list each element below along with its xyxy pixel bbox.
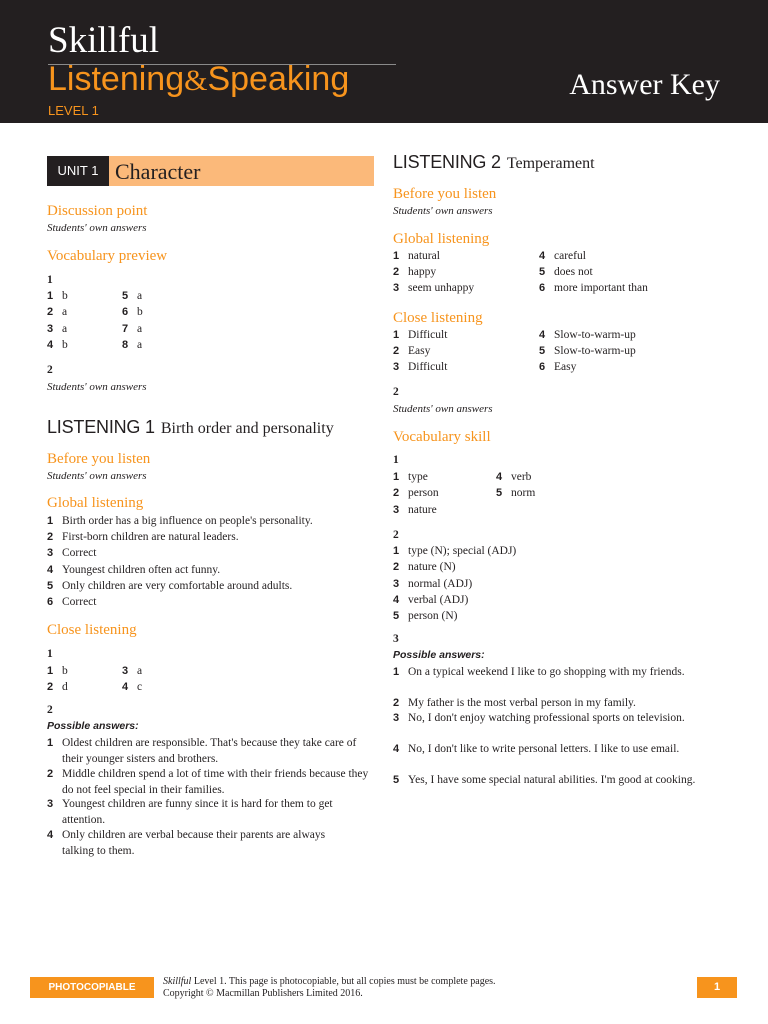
vocab-skill-heading: Vocabulary skill — [393, 429, 491, 445]
vocab-preview-heading: Vocabulary preview — [47, 248, 168, 264]
answer-text: person — [408, 487, 439, 499]
answer-text: a — [137, 323, 143, 335]
answer-text: Correct — [62, 547, 97, 559]
answer-number: 4 — [539, 250, 546, 262]
answer-text: Oldest children are responsible. That's because they take care of their younger sisters and brothers. — [62, 737, 357, 765]
brand-level: LEVEL 1 — [48, 103, 99, 118]
answer-text: Only children are verbal because their parents are always talking to them. — [62, 829, 326, 857]
answer-item — [47, 736, 372, 767]
answer-number: 2 — [47, 681, 54, 693]
l2-close-ex2-label: 2 — [393, 386, 399, 398]
answer-number: 2 — [47, 531, 54, 543]
answer-number: 2 — [47, 768, 54, 780]
listening2-title: Temperament — [506, 155, 595, 172]
answer-text: Youngest children often act funny. — [62, 564, 221, 576]
l2-before-note: Students' own answers — [393, 205, 493, 217]
l1-possible-answers: Possible answers: — [47, 720, 139, 732]
l1-close-ex1-label: 1 — [47, 648, 53, 660]
answer-number: 4 — [496, 471, 503, 483]
answer-text: No, I don't like to write personal letters. I like to use email. — [408, 743, 680, 755]
answer-number: 3 — [393, 504, 400, 516]
answer-number: 1 — [393, 250, 400, 262]
answer-text: person (N) — [408, 610, 458, 622]
answer-text: verb — [511, 471, 532, 483]
answer-number: 3 — [47, 323, 54, 335]
listening2-keyword: LISTENING 2 — [393, 152, 501, 172]
answer-text: Difficult — [408, 329, 448, 341]
discussion-note: Students' own answers — [47, 222, 147, 234]
answer-number: 6 — [122, 306, 129, 318]
footer-line-1-text: Level 1. This page is photocopiable, but all copies must be complete pages. — [191, 976, 496, 987]
brand-ampersand: & — [184, 64, 208, 97]
answer-item — [47, 767, 372, 798]
unit-tag: UNIT 1 — [47, 156, 109, 186]
answer-number: 8 — [122, 339, 129, 351]
answer-number: 4 — [47, 829, 54, 841]
answer-text: norm — [511, 487, 536, 499]
answer-number: 4 — [539, 329, 546, 341]
answer-number: 1 — [393, 666, 400, 678]
answer-number: 5 — [539, 266, 546, 278]
vocab-skill-ex1-label: 1 — [393, 454, 399, 466]
answer-number: 1 — [47, 665, 54, 677]
answer-number: 3 — [122, 665, 129, 677]
brand-listening-speaking — [48, 62, 349, 96]
brand-listening: Listening — [48, 60, 185, 98]
answer-number: 3 — [47, 547, 54, 559]
answer-text: nature (N) — [408, 561, 456, 573]
answer-number: 1 — [393, 471, 400, 483]
l2-close-ex2-note: Students' own answers — [393, 403, 493, 415]
answer-text: b — [137, 306, 143, 318]
answer-number: 6 — [539, 361, 546, 373]
answer-item — [393, 696, 713, 712]
answer-text: a — [62, 323, 68, 335]
answer-number: 5 — [539, 345, 546, 357]
answer-number: 4 — [47, 564, 54, 576]
footer-book-title: Skillful — [163, 976, 192, 987]
answer-item — [393, 773, 713, 789]
answer-text: type — [408, 471, 428, 483]
answer-text: nature — [408, 504, 437, 516]
discussion-heading: Discussion point — [47, 203, 148, 219]
footer-copyright: Copyright © Macmillan Publishers Limited 2016. — [163, 988, 363, 999]
answer-number: 2 — [47, 306, 54, 318]
answer-text: normal (ADJ) — [408, 578, 473, 590]
answer-text: a — [137, 339, 143, 351]
answer-number: 3 — [393, 361, 400, 373]
l2-close-heading: Close listening — [393, 310, 483, 326]
answer-text: First-born children are natural leaders. — [62, 531, 239, 543]
answer-item — [393, 665, 713, 681]
answer-text: b — [62, 665, 68, 677]
photocopiable-badge: PHOTOCOPIABLE — [30, 977, 154, 998]
vocab-preview-ex1-label: 1 — [47, 274, 53, 286]
answer-text: a — [62, 306, 68, 318]
answer-number: 4 — [393, 743, 400, 755]
answer-number: 3 — [393, 712, 400, 724]
answer-number: 4 — [393, 594, 400, 606]
answer-text: Youngest children are funny since it is hard for them to get attention. — [62, 798, 333, 826]
answer-text: Slow-to-warm-up — [554, 329, 636, 341]
answer-text: does not — [554, 266, 593, 278]
answer-number: 2 — [393, 345, 400, 357]
answer-item — [393, 742, 713, 758]
l1-global-heading: Global listening — [47, 495, 144, 511]
answer-number: 2 — [393, 487, 400, 499]
vocab-skill-ex2-label: 2 — [393, 529, 399, 541]
l1-close-heading: Close listening — [47, 622, 137, 638]
answer-number: 2 — [393, 561, 400, 573]
footer-line-1 — [163, 976, 496, 988]
answer-text: natural — [408, 250, 440, 262]
l1-before-note: Students' own answers — [47, 470, 147, 482]
unit-bar — [47, 156, 374, 186]
answer-number: 1 — [393, 545, 400, 557]
answer-number: 5 — [393, 610, 400, 622]
answer-number: 4 — [47, 339, 54, 351]
answer-text: Easy — [408, 345, 431, 357]
l2-global-heading: Global listening — [393, 231, 490, 247]
answer-text: b — [62, 290, 68, 302]
answer-text: Difficult — [408, 361, 448, 373]
answer-number: 6 — [539, 282, 546, 294]
answer-number: 5 — [122, 290, 129, 302]
answer-text: Middle children spend a lot of time with their friends because they do not feel special in their families. — [62, 768, 369, 796]
answer-number: 2 — [393, 266, 400, 278]
answer-number: 2 — [393, 697, 400, 709]
page-number: 1 — [697, 977, 737, 998]
footer-notice — [163, 976, 496, 1000]
answer-text: a — [137, 290, 143, 302]
vocab-preview-ex2-label: 2 — [47, 364, 53, 376]
listening1-title: Birth order and personality — [160, 420, 334, 437]
answer-number: 5 — [47, 580, 54, 592]
answer-number: 3 — [47, 798, 54, 810]
answer-text: Birth order has a big influence on people's personality. — [62, 515, 313, 527]
answer-number: 1 — [393, 329, 400, 341]
answer-number: 1 — [47, 737, 54, 749]
answer-number: 3 — [393, 282, 400, 294]
answer-text: more important than — [554, 282, 648, 294]
listening1-heading — [47, 417, 334, 438]
answer-text: No, I don't enjoy watching professional sports on television. — [408, 712, 685, 724]
answer-text: verbal (ADJ) — [408, 594, 469, 606]
answer-item — [393, 711, 703, 727]
answer-text: type (N); special (ADJ) — [408, 545, 517, 557]
header-bar — [0, 0, 768, 123]
answer-text: a — [137, 665, 143, 677]
vocab-preview-ex2-note: Students' own answers — [47, 381, 147, 393]
answer-text: Correct — [62, 596, 97, 608]
answer-number: 4 — [122, 681, 129, 693]
answer-text: d — [62, 681, 68, 693]
l1-close-ex2-label: 2 — [47, 704, 53, 716]
answer-number: 3 — [393, 578, 400, 590]
answer-number: 1 — [47, 290, 54, 302]
vocab-skill-possible-answers: Possible answers: — [393, 649, 485, 661]
doc-title: Answer Key — [569, 68, 720, 101]
l1-before-heading: Before you listen — [47, 451, 151, 467]
answer-text: careful — [554, 250, 586, 262]
brand-skillful: Skillful — [48, 20, 160, 61]
answer-item — [47, 828, 347, 859]
answer-number: 5 — [393, 774, 400, 786]
l2-before-heading: Before you listen — [393, 186, 497, 202]
answer-number: 1 — [47, 515, 54, 527]
brand-speaking: Speaking — [207, 60, 350, 98]
vocab-skill-ex3-label: 3 — [393, 633, 399, 645]
listening2-heading — [393, 152, 595, 173]
unit-title: Character — [115, 159, 201, 184]
answer-text: Easy — [554, 361, 577, 373]
answer-number: 7 — [122, 323, 129, 335]
answer-item — [47, 797, 372, 828]
answer-number: 6 — [47, 596, 54, 608]
answer-text: My father is the most verbal person in my family. — [408, 697, 636, 709]
answer-text: On a typical weekend I like to go shopping with my friends. — [408, 666, 685, 678]
answer-text: seem unhappy — [408, 282, 475, 294]
answer-text: b — [62, 339, 68, 351]
answer-text: happy — [408, 266, 437, 278]
listening1-keyword: LISTENING 1 — [47, 417, 155, 437]
answer-text: Yes, I have some special natural abilities. I'm good at cooking. — [408, 774, 696, 786]
answer-text: Slow-to-warm-up — [554, 345, 636, 357]
answer-number: 5 — [496, 487, 503, 499]
answer-text: c — [137, 681, 143, 693]
answer-text: Only children are very comfortable around adults. — [62, 580, 293, 592]
